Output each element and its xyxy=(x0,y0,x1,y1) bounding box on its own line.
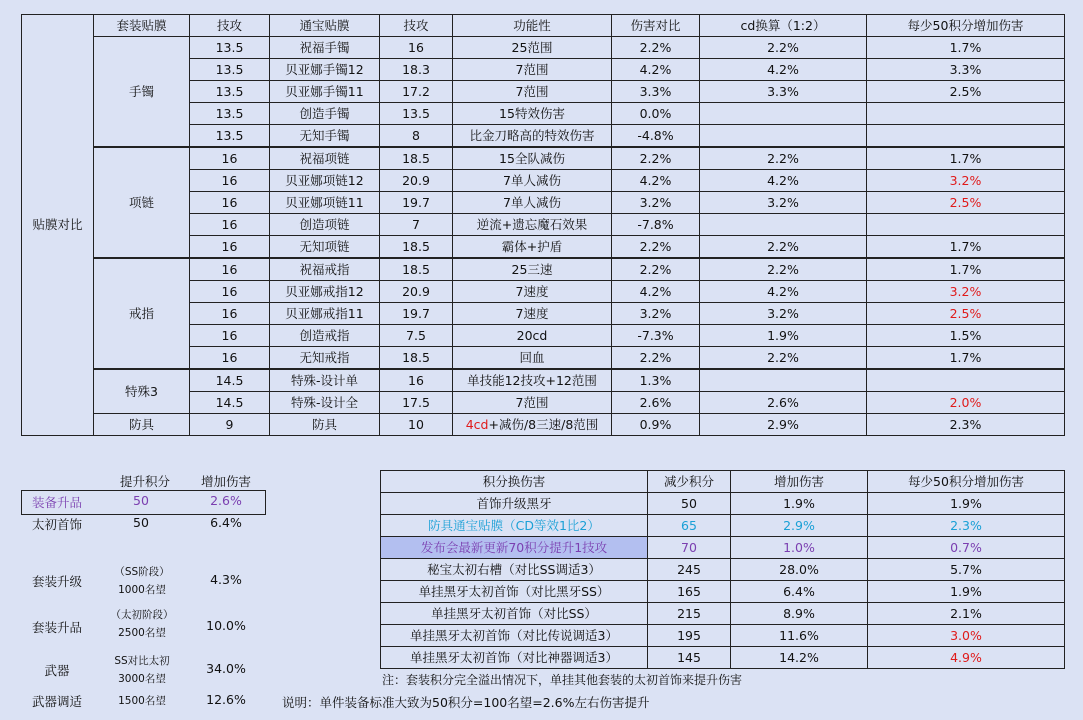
points-row xyxy=(381,625,1065,647)
table-cell: 14.5 xyxy=(190,392,270,414)
table-cell: 2.3% xyxy=(867,414,1065,436)
table-cell: 18.5 xyxy=(380,236,453,259)
points-row xyxy=(381,647,1065,669)
points-cell: 70 xyxy=(648,537,731,559)
table-cell: 特殊-设计单 xyxy=(270,369,380,392)
table-cell: 霸体+护盾 xyxy=(453,236,612,259)
table-cell: 7速度 xyxy=(453,281,612,303)
table-cell: 3.3% xyxy=(612,81,700,103)
table-cell: 贝亚娜项链11 xyxy=(270,192,380,214)
header-damage-compare: 伤害对比 xyxy=(612,15,700,37)
group-label: 戒指 xyxy=(94,258,190,369)
table-cell: 贝亚娜手镯12 xyxy=(270,59,380,81)
table-cell: 2.2% xyxy=(612,258,700,281)
table-cell: 4.2% xyxy=(612,170,700,192)
header-attack-1: 技攻 xyxy=(190,15,270,37)
table-cell: 2.0% xyxy=(867,392,1065,414)
table-cell: 3.2% xyxy=(700,192,867,214)
table-cell: 16 xyxy=(380,37,453,59)
left-row-sub2: 1000名望 xyxy=(118,584,166,596)
table-cell: 2.6% xyxy=(612,392,700,414)
table-cell: 3.2% xyxy=(612,303,700,325)
table-cell: 3.2% xyxy=(867,170,1065,192)
table-cell: 2.2% xyxy=(700,236,867,259)
table-cell: 15全队减伤 xyxy=(453,147,612,170)
left-row-damage: 2.6% xyxy=(210,493,242,508)
table-cell: 13.5 xyxy=(190,59,270,81)
points-cell: 28.0% xyxy=(731,559,868,581)
points-cell: 11.6% xyxy=(731,625,868,647)
table-cell: 无知戒指 xyxy=(270,347,380,370)
table-cell: 祝福项链 xyxy=(270,147,380,170)
header-attack-2: 技攻 xyxy=(380,15,453,37)
left-row-damage: 34.0% xyxy=(206,661,246,676)
points-cell: 单挂黑牙太初首饰（对比黑牙SS） xyxy=(381,581,648,603)
points-header-name: 积分换伤害 xyxy=(381,471,648,493)
explain-note: 说明：单件装备标准大致为50积分=100名望=2.6%左右伤害提升 xyxy=(282,695,650,710)
table-cell: -4.8% xyxy=(612,125,700,148)
table-cell: 2.2% xyxy=(612,37,700,59)
table-cell: 贝亚娜戒指11 xyxy=(270,303,380,325)
points-cell: 秘宝太初右槽（对比SS调适3） xyxy=(381,559,648,581)
points-row xyxy=(381,581,1065,603)
table-cell: 祝福戒指 xyxy=(270,258,380,281)
table-cell: 14.5 xyxy=(190,369,270,392)
table-cell: 7范围 xyxy=(453,81,612,103)
main-left-label: 贴膜对比 xyxy=(22,15,94,436)
table-cell: 1.7% xyxy=(867,236,1065,259)
left-row-label: 太初首饰 xyxy=(31,517,82,532)
table-cell: 单技能12技攻+12范围 xyxy=(453,369,612,392)
table-cell: 4.2% xyxy=(700,170,867,192)
points-row xyxy=(381,493,1065,515)
table-cell: 1.7% xyxy=(867,258,1065,281)
header-per-50-points: 每少50积分增加伤害 xyxy=(867,15,1065,37)
table-cell: 16 xyxy=(190,147,270,170)
table-cell xyxy=(867,369,1065,392)
group-label: 项链 xyxy=(94,147,190,258)
table-cell: 2.2% xyxy=(612,347,700,370)
table-cell: 0.9% xyxy=(612,414,700,436)
table-cell: 2.5% xyxy=(867,192,1065,214)
table-cell: 1.9% xyxy=(700,325,867,347)
table-cell: 3.2% xyxy=(612,192,700,214)
table-cell: 16 xyxy=(190,214,270,236)
table-cell: 19.7 xyxy=(380,192,453,214)
points-note: 注：套装积分完全溢出情况下，单挂其他套装的太初首饰来提升伤害 xyxy=(382,673,743,687)
header-cd-convert: cd换算（1:2） xyxy=(700,15,867,37)
points-cell: 防具通宝贴膜（CD等效1比2） xyxy=(381,515,648,537)
table-cell: 16 xyxy=(190,325,270,347)
points-cell: 245 xyxy=(648,559,731,581)
table-cell: 2.2% xyxy=(700,347,867,370)
table-cell: 7单人减伤 xyxy=(453,170,612,192)
group-label: 手镯 xyxy=(94,37,190,148)
points-cell: 0.7% xyxy=(868,537,1065,559)
table-cell: 3.3% xyxy=(867,59,1065,81)
table-cell: 4.2% xyxy=(700,59,867,81)
left-row-label: 武器 xyxy=(44,663,70,678)
group-label: 防具 xyxy=(94,414,190,436)
points-cell: 2.9% xyxy=(731,515,868,537)
table-cell: 16 xyxy=(190,281,270,303)
left-row-sub2: 2500名望 xyxy=(118,627,166,639)
points-cell: 单挂黑牙太初首饰（对比SS） xyxy=(381,603,648,625)
table-cell: 7单人减伤 xyxy=(453,192,612,214)
points-cell: 145 xyxy=(648,647,731,669)
table-cell: 0.0% xyxy=(612,103,700,125)
table-row xyxy=(22,258,1065,281)
table-cell: 贝亚娜项链12 xyxy=(270,170,380,192)
points-cell: 4.9% xyxy=(868,647,1065,669)
table-cell: 贝亚娜戒指12 xyxy=(270,281,380,303)
table-cell: 18.5 xyxy=(380,347,453,370)
left-row-label: 装备升品 xyxy=(31,495,82,510)
table-cell: 回血 xyxy=(453,347,612,370)
points-cell: 215 xyxy=(648,603,731,625)
table-cell: 16 xyxy=(190,303,270,325)
main-header-row xyxy=(22,15,1065,37)
table-row xyxy=(22,37,1065,59)
table-cell: 创造项链 xyxy=(270,214,380,236)
table-cell xyxy=(700,369,867,392)
header-tongbao-film: 通宝贴膜 xyxy=(270,15,380,37)
table-cell: 创造手镯 xyxy=(270,103,380,125)
table-cell: 16 xyxy=(190,170,270,192)
table-cell: 贝亚娜手镯11 xyxy=(270,81,380,103)
table-cell: 13.5 xyxy=(190,125,270,148)
table-cell: 1.7% xyxy=(867,347,1065,370)
points-cell: 2.3% xyxy=(868,515,1065,537)
table-cell: 9 xyxy=(190,414,270,436)
left-header-points: 提升积分 xyxy=(119,474,170,489)
points-cell: 6.4% xyxy=(731,581,868,603)
points-table xyxy=(380,470,1065,669)
table-cell: 1.5% xyxy=(867,325,1065,347)
table-cell: 2.9% xyxy=(700,414,867,436)
points-cell: 1.0% xyxy=(731,537,868,559)
table-cell: 13.5 xyxy=(190,103,270,125)
left-row-sub: （太初阶段） xyxy=(110,609,174,621)
points-cell: 14.2% xyxy=(731,647,868,669)
points-cell: 5.7% xyxy=(868,559,1065,581)
left-row-label: 套装升级 xyxy=(31,574,82,589)
table-cell: 15特效伤害 xyxy=(453,103,612,125)
table-cell xyxy=(867,103,1065,125)
table-cell: 3.2% xyxy=(867,281,1065,303)
points-header-reduce: 减少积分 xyxy=(648,471,731,493)
points-header-damage: 增加伤害 xyxy=(731,471,868,493)
table-cell xyxy=(700,214,867,236)
table-cell: 16 xyxy=(190,192,270,214)
table-cell: 25范围 xyxy=(453,37,612,59)
points-row xyxy=(381,515,1065,537)
points-header-row xyxy=(381,471,1065,493)
table-row xyxy=(22,147,1065,170)
points-row xyxy=(381,537,1065,559)
group-label: 特殊3 xyxy=(94,369,190,414)
table-cell: 13.5 xyxy=(190,81,270,103)
table-cell: 祝福手镯 xyxy=(270,37,380,59)
points-cell: 165 xyxy=(648,581,731,603)
table-cell: 2.5% xyxy=(867,303,1065,325)
table-cell: 20.9 xyxy=(380,281,453,303)
table-cell: 4.2% xyxy=(700,281,867,303)
table-cell: 7范围 xyxy=(453,59,612,81)
table-cell: 2.2% xyxy=(700,258,867,281)
table-cell xyxy=(700,125,867,148)
table-cell xyxy=(700,103,867,125)
table-cell: 创造戒指 xyxy=(270,325,380,347)
table-cell: 7速度 xyxy=(453,303,612,325)
points-cell: 2.1% xyxy=(868,603,1065,625)
table-cell: 17.5 xyxy=(380,392,453,414)
table-cell: 16 xyxy=(190,236,270,259)
table-cell: 8 xyxy=(380,125,453,148)
points-cell: 单挂黑牙太初首饰（对比神器调适3） xyxy=(381,647,648,669)
table-cell xyxy=(867,214,1065,236)
table-cell: 1.7% xyxy=(867,37,1065,59)
points-header-per50: 每少50积分增加伤害 xyxy=(868,471,1065,493)
left-row-sub: （SS阶段） xyxy=(114,566,170,578)
table-cell: 逆流+遗忘魔石效果 xyxy=(453,214,612,236)
armor-func-rest: +减伤/8三速/8范围 xyxy=(488,416,599,432)
table-cell: 2.2% xyxy=(612,236,700,259)
table-cell: 16 xyxy=(190,258,270,281)
left-row-label: 武器调适 xyxy=(31,694,82,709)
points-cell: 1.9% xyxy=(868,493,1065,515)
table-cell: 防具 xyxy=(270,414,380,436)
table-cell: 20cd xyxy=(453,325,612,347)
points-cell: 1.9% xyxy=(868,581,1065,603)
table-row xyxy=(22,369,1065,392)
table-cell: 3.3% xyxy=(700,81,867,103)
table-cell xyxy=(453,414,612,436)
table-cell: 17.2 xyxy=(380,81,453,103)
table-cell: 7 xyxy=(380,214,453,236)
table-cell: 7.5 xyxy=(380,325,453,347)
left-row-sub: 1500名望 xyxy=(118,695,166,707)
left-row-damage: 12.6% xyxy=(206,692,246,707)
main-table xyxy=(21,14,1065,436)
table-cell: 2.2% xyxy=(700,147,867,170)
header-function: 功能性 xyxy=(453,15,612,37)
table-cell: -7.3% xyxy=(612,325,700,347)
table-cell: 比金刀略高的特效伤害 xyxy=(453,125,612,148)
table-cell: 无知手镯 xyxy=(270,125,380,148)
table-cell: 7范围 xyxy=(453,392,612,414)
left-row-damage: 6.4% xyxy=(210,515,242,530)
table-cell: 4.2% xyxy=(612,281,700,303)
left-row-points: 50 xyxy=(133,493,149,508)
table-cell: 1.3% xyxy=(612,369,700,392)
points-cell: 发布会最新更新70积分提升1技攻 xyxy=(381,537,648,559)
left-row-sub: SS对比太初 xyxy=(114,655,170,667)
table-cell: 16 xyxy=(190,347,270,370)
table-cell: 4.2% xyxy=(612,59,700,81)
left-header-damage: 增加伤害 xyxy=(200,474,251,489)
points-cell: 单挂黑牙太初首饰（对比传说调适3） xyxy=(381,625,648,647)
table-cell: 18.3 xyxy=(380,59,453,81)
table-cell: 2.5% xyxy=(867,81,1065,103)
table-cell: 18.5 xyxy=(380,258,453,281)
table-cell: 20.9 xyxy=(380,170,453,192)
points-cell: 3.0% xyxy=(868,625,1065,647)
table-cell: 19.7 xyxy=(380,303,453,325)
left-row-damage: 4.3% xyxy=(210,572,242,587)
table-cell: -7.8% xyxy=(612,214,700,236)
left-row-label: 套装升品 xyxy=(31,620,82,635)
points-cell: 65 xyxy=(648,515,731,537)
table-cell: 18.5 xyxy=(380,147,453,170)
left-row-sub2: 3000名望 xyxy=(118,673,166,685)
table-cell: 10 xyxy=(380,414,453,436)
points-row xyxy=(381,603,1065,625)
table-cell: 13.5 xyxy=(190,37,270,59)
points-cell: 首饰升级黑牙 xyxy=(381,493,648,515)
table-cell: 3.2% xyxy=(700,303,867,325)
left-row-damage: 10.0% xyxy=(206,618,246,633)
table-row xyxy=(22,414,1065,436)
left-row-points: 50 xyxy=(133,515,149,530)
table-cell: 无知项链 xyxy=(270,236,380,259)
table-cell: 25三速 xyxy=(453,258,612,281)
armor-func-red: 4cd xyxy=(465,416,489,432)
table-cell: 2.2% xyxy=(700,37,867,59)
table-cell: 2.6% xyxy=(700,392,867,414)
points-row xyxy=(381,559,1065,581)
points-cell: 50 xyxy=(648,493,731,515)
points-cell: 8.9% xyxy=(731,603,868,625)
table-cell: 1.7% xyxy=(867,147,1065,170)
table-cell xyxy=(867,125,1065,148)
points-cell: 1.9% xyxy=(731,493,868,515)
table-cell: 16 xyxy=(380,369,453,392)
table-cell: 2.2% xyxy=(612,147,700,170)
points-cell: 195 xyxy=(648,625,731,647)
table-cell: 特殊-设计全 xyxy=(270,392,380,414)
header-set-film: 套装贴膜 xyxy=(94,15,190,37)
table-cell: 13.5 xyxy=(380,103,453,125)
